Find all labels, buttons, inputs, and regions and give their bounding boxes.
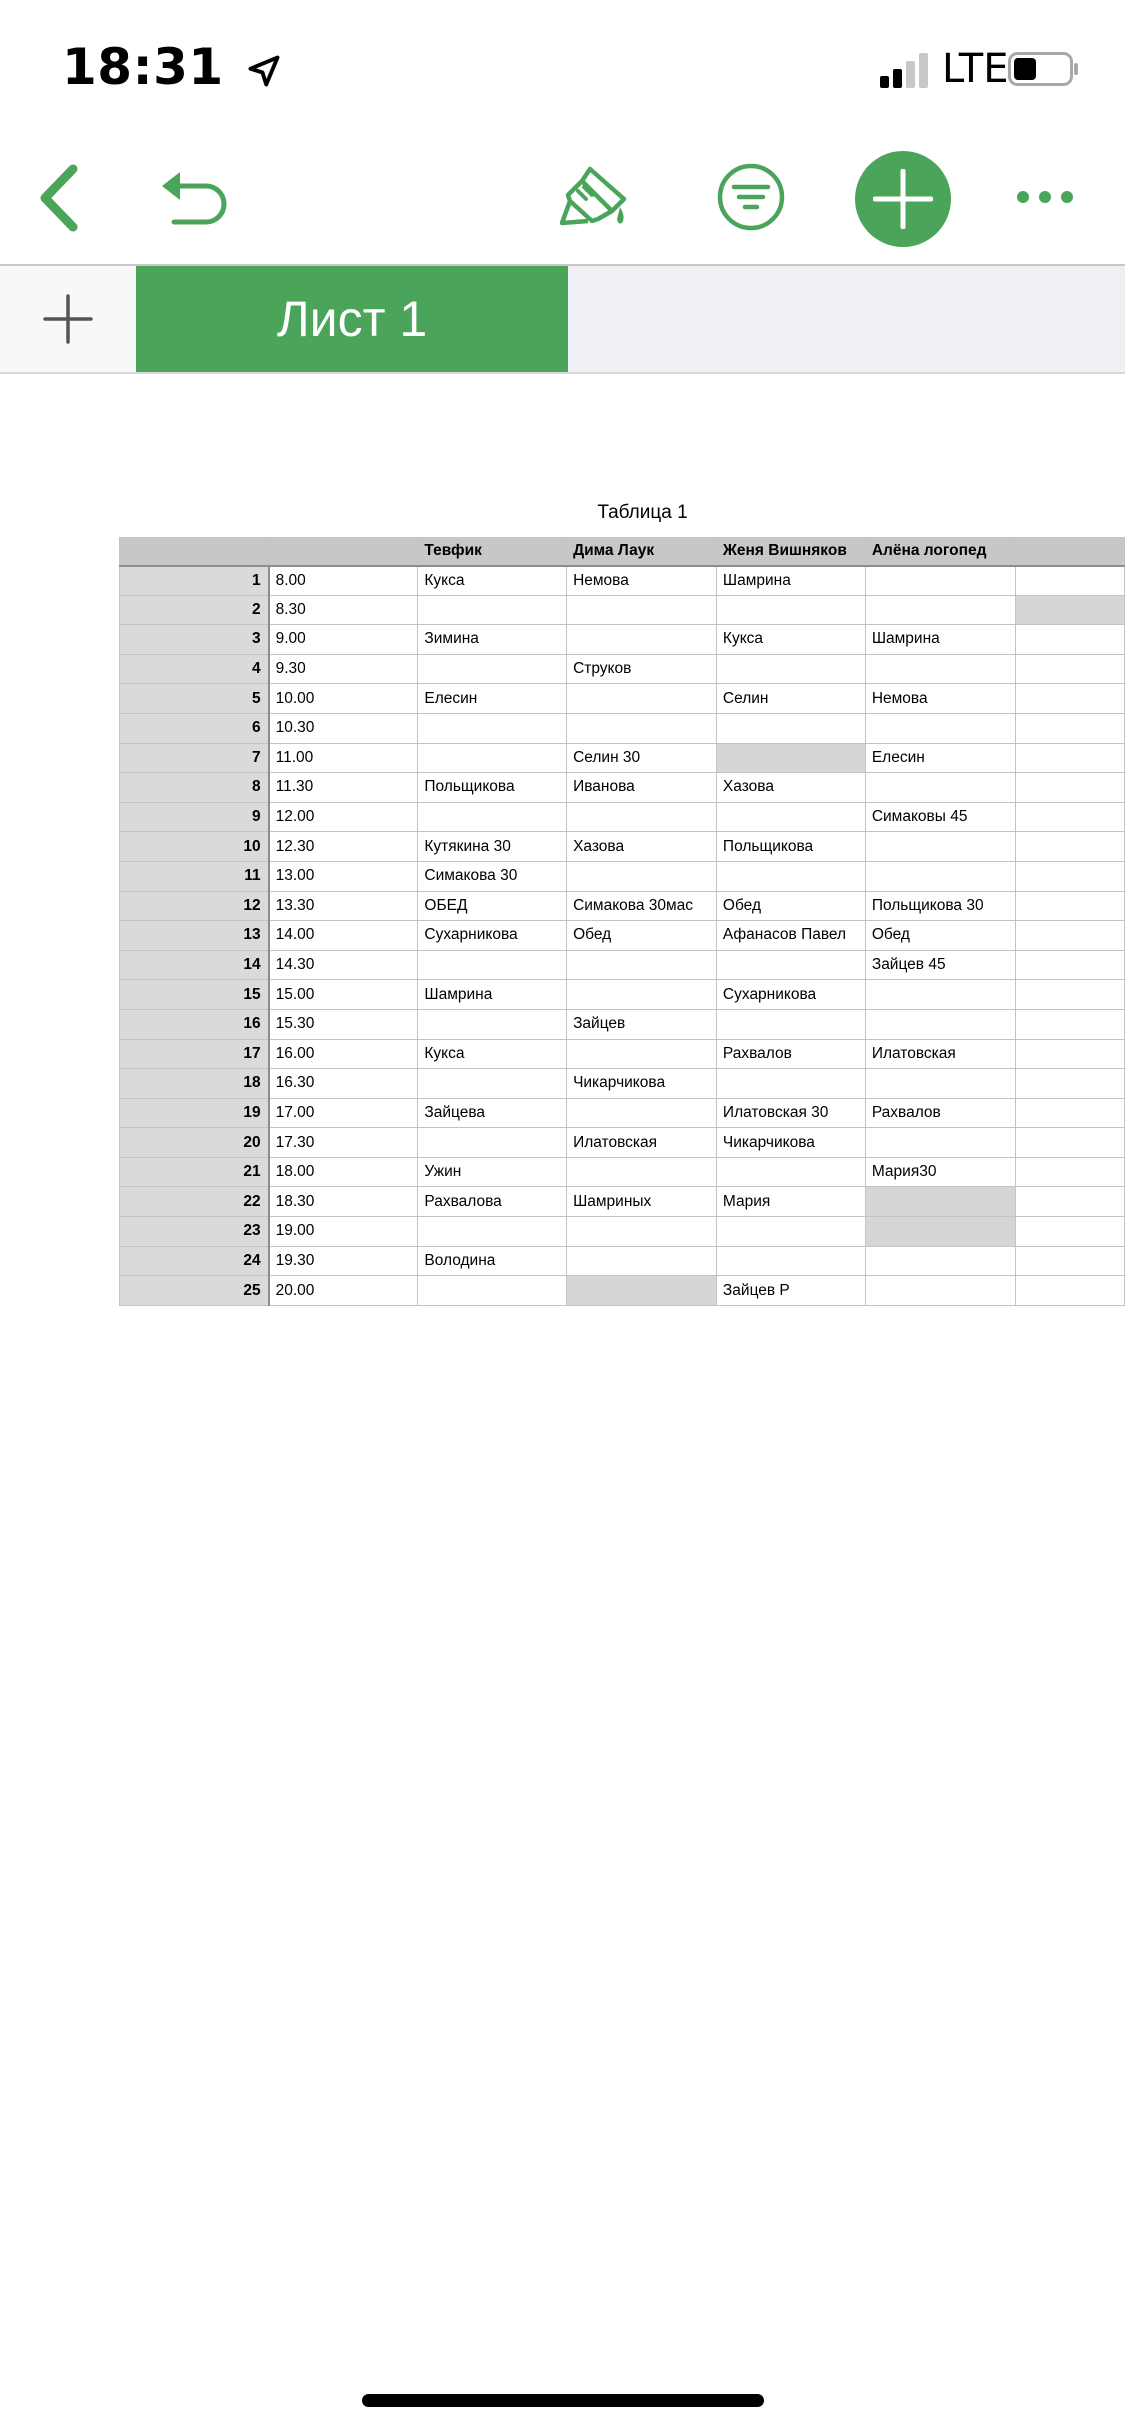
row-header[interactable]: 8 (120, 773, 269, 803)
row-header[interactable]: 1 (120, 566, 269, 596)
row-header[interactable]: 10 (120, 832, 269, 862)
row-header[interactable]: 12 (120, 891, 269, 921)
table-cell[interactable] (716, 654, 865, 684)
table-cell[interactable] (716, 1069, 865, 1099)
table-cell[interactable] (1015, 1128, 1124, 1158)
table-row (120, 684, 1125, 714)
table-cell[interactable] (865, 1276, 1015, 1306)
table-cell[interactable] (865, 1217, 1015, 1247)
table-row (120, 773, 1125, 803)
paintbrush-icon (560, 163, 630, 233)
table-row (120, 1246, 1125, 1276)
table-cell[interactable] (1015, 1276, 1124, 1306)
table-cell[interactable] (1015, 1098, 1124, 1128)
table-cell[interactable] (1015, 1039, 1124, 1069)
time-cell[interactable]: 11.00 (269, 743, 418, 773)
table-cell[interactable] (1015, 1187, 1124, 1217)
table-cell[interactable] (716, 1009, 865, 1039)
table-cell[interactable]: Володина (418, 1246, 567, 1276)
table-cell[interactable] (865, 654, 1015, 684)
table-cell[interactable] (1015, 921, 1124, 951)
spreadsheet-table[interactable] (119, 537, 1125, 1306)
table-cell[interactable]: Зайцев 45 (865, 950, 1015, 980)
table-cell[interactable] (1015, 1009, 1124, 1039)
table-cell[interactable]: Чикарчикова (567, 1069, 717, 1099)
column-header[interactable]: Тевфик (418, 538, 567, 566)
table-cell[interactable]: Обед (567, 921, 717, 951)
row-header[interactable]: 23 (120, 1217, 269, 1247)
time-cell[interactable]: 11.30 (269, 773, 418, 803)
table-cell[interactable] (418, 743, 567, 773)
table-cell[interactable] (418, 654, 567, 684)
table-cell[interactable]: Кутякина 30 (418, 832, 567, 862)
table-cell[interactable] (1015, 625, 1124, 655)
time-cell[interactable]: 14.00 (269, 921, 418, 951)
sheet-tab-label: Лист 1 (276, 291, 428, 347)
table-row (120, 891, 1125, 921)
table-row (120, 1128, 1125, 1158)
table-cell[interactable]: Польщикова 30 (865, 891, 1015, 921)
column-header[interactable] (1015, 538, 1124, 566)
row-header[interactable]: 24 (120, 1246, 269, 1276)
plus-icon (873, 169, 933, 229)
table-cell[interactable] (1015, 1157, 1124, 1187)
time-cell[interactable]: 9.30 (269, 654, 418, 684)
filter-icon (716, 162, 786, 232)
time-cell[interactable]: 8.30 (269, 595, 418, 625)
table-row (120, 921, 1125, 951)
table-row (120, 1039, 1125, 1069)
table-cell[interactable]: Шамрина (716, 566, 865, 596)
table-row (120, 1157, 1125, 1187)
format-button[interactable] (555, 158, 635, 238)
table-row (120, 861, 1125, 891)
time-cell[interactable]: 15.00 (269, 980, 418, 1010)
row-header[interactable]: 6 (120, 713, 269, 743)
table-cell[interactable]: Илатовская (865, 1039, 1015, 1069)
table-cell[interactable] (567, 684, 717, 714)
table-cell[interactable]: Елесин (418, 684, 567, 714)
undo-icon (160, 168, 230, 228)
filter-button[interactable] (712, 158, 790, 236)
table-row (120, 566, 1125, 596)
table-cell[interactable] (1015, 1217, 1124, 1247)
table-cell[interactable]: Рахвалова (418, 1187, 567, 1217)
table-cell[interactable] (567, 1217, 717, 1247)
table-cell[interactable] (418, 950, 567, 980)
row-header[interactable]: 20 (120, 1128, 269, 1158)
table-cell[interactable] (865, 1128, 1015, 1158)
table-cell[interactable] (567, 1098, 717, 1128)
column-header[interactable]: Дима Лаук (567, 538, 717, 566)
table-cell[interactable]: ОБЕД (418, 891, 567, 921)
table-cell[interactable] (418, 595, 567, 625)
table-cell[interactable] (1015, 654, 1124, 684)
row-header[interactable]: 19 (120, 1098, 269, 1128)
table-row (120, 1009, 1125, 1039)
table-cell[interactable]: Хазова (716, 773, 865, 803)
table-row (120, 595, 1125, 625)
time-cell[interactable]: 13.30 (269, 891, 418, 921)
table-cell[interactable] (716, 950, 865, 980)
table-cell[interactable]: Зайцев Р (716, 1276, 865, 1306)
row-header[interactable]: 21 (120, 1157, 269, 1187)
table-cell[interactable]: Польщикова (418, 773, 567, 803)
table-cell[interactable]: Немова (567, 566, 717, 596)
table-cell[interactable] (716, 595, 865, 625)
table-cell[interactable]: Чикарчикова (716, 1128, 865, 1158)
table-cell[interactable]: Зайцев (567, 1009, 717, 1039)
table-cell[interactable] (567, 1039, 717, 1069)
table-cell[interactable]: Сухарникова (716, 980, 865, 1010)
table-cell[interactable] (418, 1009, 567, 1039)
table-cell[interactable] (567, 1246, 717, 1276)
table-cell[interactable] (1015, 1246, 1124, 1276)
table-cell[interactable]: Кукса (418, 566, 567, 596)
table-row (120, 1069, 1125, 1099)
table-cell[interactable] (418, 1276, 567, 1306)
table-cell[interactable] (716, 743, 865, 773)
table-cell[interactable]: Рахвалов (865, 1098, 1015, 1128)
table-cell[interactable] (1015, 891, 1124, 921)
time-cell[interactable]: 19.30 (269, 1246, 418, 1276)
row-header[interactable]: 9 (120, 802, 269, 832)
table-cell[interactable]: Хазова (567, 832, 717, 862)
table-cell[interactable] (865, 1069, 1015, 1099)
time-cell[interactable]: 15.30 (269, 1009, 418, 1039)
table-cell[interactable] (865, 713, 1015, 743)
row-header[interactable]: 2 (120, 595, 269, 625)
table-cell[interactable]: Зайцева (418, 1098, 567, 1128)
more-button[interactable] (1010, 175, 1080, 219)
table-row (120, 713, 1125, 743)
table-cell[interactable]: Илатовская (567, 1128, 717, 1158)
table-cell[interactable] (716, 802, 865, 832)
table-cell[interactable]: Сухарникова (418, 921, 567, 951)
table-cell[interactable] (567, 950, 717, 980)
table-cell[interactable] (865, 773, 1015, 803)
table-cell[interactable]: Кукса (716, 625, 865, 655)
time-cell[interactable]: 18.30 (269, 1187, 418, 1217)
location-arrow-icon (246, 53, 282, 89)
table-cell[interactable]: Ужин (418, 1157, 567, 1187)
table-cell[interactable] (1015, 566, 1124, 596)
table-cell[interactable]: Симакова 30 (418, 861, 567, 891)
row-header[interactable]: 17 (120, 1039, 269, 1069)
header-row (120, 538, 1125, 566)
table-cell[interactable] (865, 595, 1015, 625)
table-cell[interactable]: Обед (865, 921, 1015, 951)
table-cell[interactable]: Немова (865, 684, 1015, 714)
row-header[interactable]: 22 (120, 1187, 269, 1217)
table-cell[interactable]: Струков (567, 654, 717, 684)
table-cell[interactable] (418, 713, 567, 743)
time-cell[interactable]: 14.30 (269, 950, 418, 980)
table-cell[interactable] (716, 1246, 865, 1276)
table-cell[interactable]: Шамрина (865, 625, 1015, 655)
table-cell[interactable] (1015, 832, 1124, 862)
chevron-left-icon (35, 163, 81, 233)
table-cell[interactable]: Илатовская 30 (716, 1098, 865, 1128)
add-button[interactable] (855, 151, 951, 247)
table-cell[interactable] (716, 861, 865, 891)
table-cell[interactable] (1015, 773, 1124, 803)
table-cell[interactable]: Шамриных (567, 1187, 717, 1217)
table-cell[interactable] (865, 1246, 1015, 1276)
cellular-signal-icon (880, 52, 932, 88)
time-cell[interactable]: 12.30 (269, 832, 418, 862)
table-cell[interactable]: Шамрина (418, 980, 567, 1010)
table-cell[interactable]: Обед (716, 891, 865, 921)
table-cell[interactable] (418, 1217, 567, 1247)
time-cell[interactable]: 16.30 (269, 1069, 418, 1099)
time-cell[interactable]: 9.00 (269, 625, 418, 655)
table-cell[interactable] (716, 713, 865, 743)
table-cell[interactable] (865, 861, 1015, 891)
table-cell[interactable]: Зимина (418, 625, 567, 655)
time-cell[interactable]: 17.30 (269, 1128, 418, 1158)
header-corner[interactable] (120, 538, 269, 566)
table-cell[interactable] (567, 595, 717, 625)
battery-icon (1008, 52, 1080, 86)
row-header[interactable]: 14 (120, 950, 269, 980)
table-cell[interactable]: Мария30 (865, 1157, 1015, 1187)
table-cell[interactable] (567, 861, 717, 891)
time-cell[interactable]: 20.00 (269, 1276, 418, 1306)
time-cell[interactable]: 18.00 (269, 1157, 418, 1187)
table-row (120, 743, 1125, 773)
row-header[interactable]: 3 (120, 625, 269, 655)
table-cell[interactable]: Рахвалов (716, 1039, 865, 1069)
table-row (120, 1217, 1125, 1247)
table-cell[interactable]: Селин 30 (567, 743, 717, 773)
time-cell[interactable]: 19.00 (269, 1217, 418, 1247)
table-cell[interactable] (716, 1157, 865, 1187)
network-type: LTE (942, 46, 1009, 92)
status-time (62, 38, 282, 96)
status-time-text: 18:31 (62, 38, 224, 96)
row-header[interactable]: 5 (120, 684, 269, 714)
table-cell[interactable] (1015, 950, 1124, 980)
row-header[interactable]: 13 (120, 921, 269, 951)
sheet-tabs-bar (0, 266, 1125, 374)
table-cell[interactable]: Польщикова (716, 832, 865, 862)
table-cell[interactable] (567, 1276, 717, 1306)
row-header[interactable]: 16 (120, 1009, 269, 1039)
table-row (120, 654, 1125, 684)
column-header[interactable]: Алёна логопед (865, 538, 1015, 566)
table-cell[interactable] (1015, 861, 1124, 891)
table-cell[interactable] (567, 1157, 717, 1187)
time-cell[interactable]: 12.00 (269, 802, 418, 832)
table-cell[interactable] (1015, 713, 1124, 743)
undo-button[interactable] (150, 160, 240, 236)
table-cell[interactable] (1015, 684, 1124, 714)
row-header[interactable]: 25 (120, 1276, 269, 1306)
table-row (120, 1187, 1125, 1217)
column-header[interactable]: Женя Вишняков (716, 538, 865, 566)
time-cell[interactable]: 13.00 (269, 861, 418, 891)
time-cell[interactable]: 8.00 (269, 566, 418, 596)
table-cell[interactable] (567, 980, 717, 1010)
home-indicator[interactable] (362, 2394, 764, 2407)
table-cell[interactable] (1015, 743, 1124, 773)
table-cell[interactable] (716, 1217, 865, 1247)
table-cell[interactable] (1015, 802, 1124, 832)
table-cell[interactable]: Селин (716, 684, 865, 714)
table-cell[interactable] (567, 713, 717, 743)
plus-icon (43, 294, 93, 344)
row-header[interactable]: 11 (120, 861, 269, 891)
back-button[interactable] (18, 160, 98, 236)
table-row (120, 832, 1125, 862)
table-cell[interactable]: Мария (716, 1187, 865, 1217)
table-title[interactable]: Таблица 1 (597, 502, 688, 523)
table-cell[interactable] (1015, 980, 1124, 1010)
table-row (120, 1098, 1125, 1128)
row-header[interactable]: 15 (120, 980, 269, 1010)
table-row (120, 802, 1125, 832)
table-cell[interactable]: Афанасов Павел (716, 921, 865, 951)
row-header[interactable]: 4 (120, 654, 269, 684)
table-cell[interactable] (1015, 1069, 1124, 1099)
table-cell[interactable] (865, 1187, 1015, 1217)
time-cell[interactable]: 16.00 (269, 1039, 418, 1069)
time-cell[interactable]: 10.30 (269, 713, 418, 743)
row-header[interactable]: 7 (120, 743, 269, 773)
table-cell[interactable]: Симакова 30мас (567, 891, 717, 921)
table-cell[interactable]: Симаковы 45 (865, 802, 1015, 832)
table-cell[interactable] (1015, 595, 1124, 625)
table-row (120, 625, 1125, 655)
table-cell[interactable] (418, 802, 567, 832)
table-row (120, 950, 1125, 980)
table-cell[interactable] (418, 1069, 567, 1099)
add-sheet-button[interactable] (0, 266, 136, 372)
table-cell[interactable] (865, 980, 1015, 1010)
table-cell[interactable] (865, 1009, 1015, 1039)
table-cell[interactable]: Иванова (567, 773, 717, 803)
column-header[interactable] (269, 538, 418, 566)
table-cell[interactable] (418, 1128, 567, 1158)
table-cell[interactable]: Елесин (865, 743, 1015, 773)
table-cell[interactable] (865, 566, 1015, 596)
more-dots-icon (1015, 189, 1075, 205)
table-cell[interactable] (865, 832, 1015, 862)
time-cell[interactable]: 10.00 (269, 684, 418, 714)
row-header[interactable]: 18 (120, 1069, 269, 1099)
table-cell[interactable] (567, 802, 717, 832)
table-row (120, 980, 1125, 1010)
table-cell[interactable]: Кукса (418, 1039, 567, 1069)
tab-sheet-1[interactable] (136, 266, 568, 372)
table-row (120, 1276, 1125, 1306)
time-cell[interactable]: 17.00 (269, 1098, 418, 1128)
table-cell[interactable] (567, 625, 717, 655)
